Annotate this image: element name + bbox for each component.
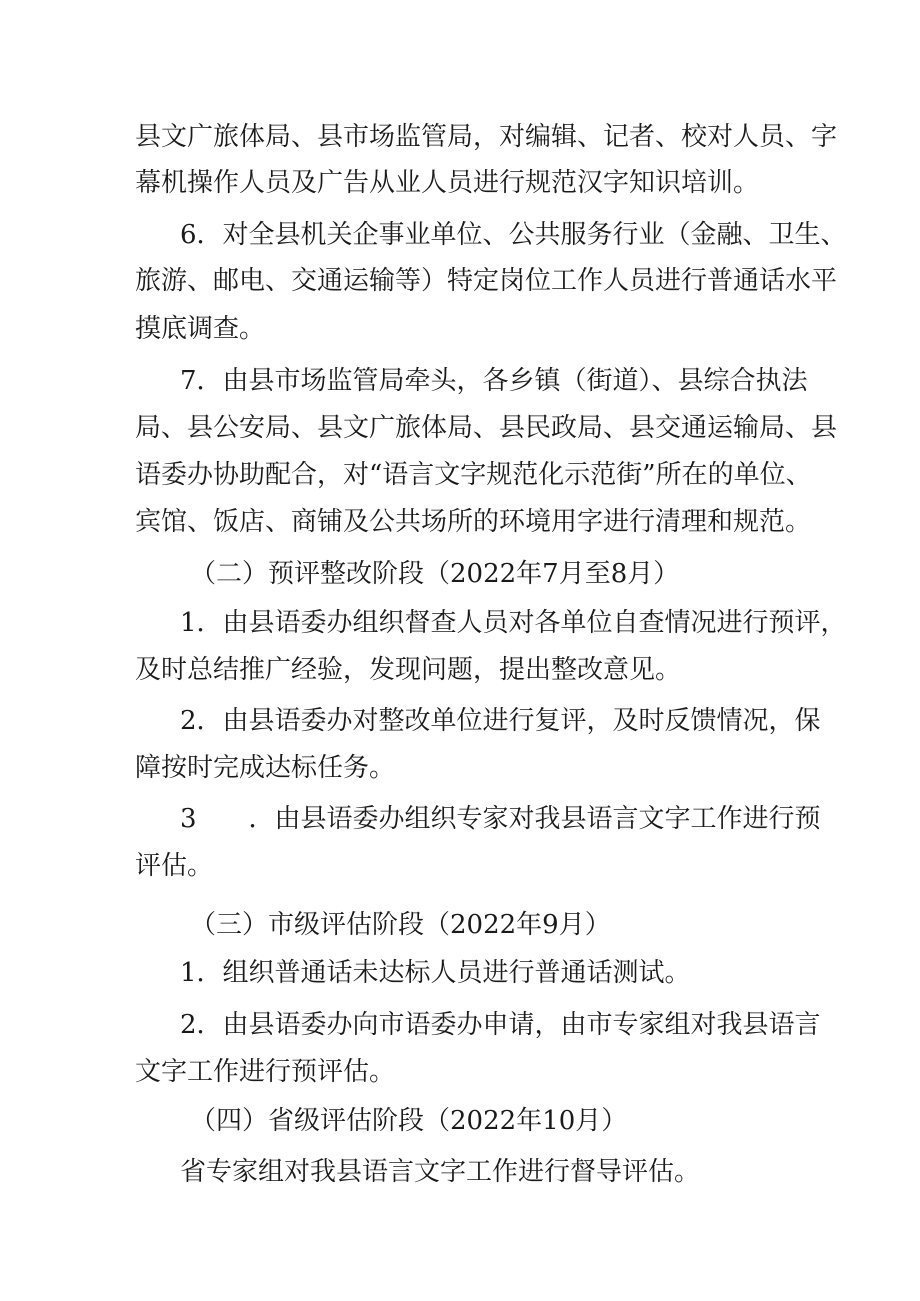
body-text-line: 幕机操作人员及广告从业人员进行规范汉字知识培训。 xyxy=(135,168,760,198)
list-item-7: 7．由县市场监管局牵头，各乡镇（街道）、县综合执法 xyxy=(180,366,808,396)
section-heading-3: （三）市级评估阶段（2022年9月） xyxy=(190,910,611,940)
list-item-1: 1．组织普通话未达标人员进行普通话测试。 xyxy=(180,958,691,988)
list-item-1: 1．由县语委办组织督查人员对各单位自查情况进行预评， xyxy=(180,608,847,638)
list-item-2: 2．由县语委办对整改单位进行复评，及时反馈情况，保 xyxy=(180,706,821,736)
body-text-line: 语委办协助配合，对“语言文字规范化示范街”所在的单位、 xyxy=(135,460,812,490)
body-text-line: 文字工作进行预评估。 xyxy=(135,1057,396,1087)
list-item-3: 3 ．由县语委办组织专家对我县语言文字工作进行预 xyxy=(180,804,821,834)
body-text-line: 宾馆、饭店、商铺及公共场所的环境用字进行清理和规范。 xyxy=(135,507,812,537)
body-text-line: 省专家组对我县语言文字工作进行督导评估。 xyxy=(180,1157,701,1187)
body-text-line: 局、县公安局、县文广旅体局、县民政局、县交通运输局、县 xyxy=(135,413,838,443)
body-text-line: 及时总结推广经验，发现问题，提出整改意见。 xyxy=(135,655,682,685)
section-heading-4: （四）省级评估阶段（2022年10月） xyxy=(190,1106,628,1136)
list-item-2: 2．由县语委办向市语委办申请，由市专家组对我县语言 xyxy=(180,1010,821,1040)
body-text-line: 评估。 xyxy=(135,851,214,881)
list-item-6: 6．对全县机关企事业单位、公共服务行业（金融、卫生、 xyxy=(180,220,847,250)
body-text-line: 障按时完成达标任务。 xyxy=(135,753,396,783)
body-text-line: 县文广旅体局、县市场监管局，对编辑、记者、校对人员、字 xyxy=(135,122,838,152)
body-text-line: 旅游、邮电、交通运输等）特定岗位工作人员进行普通话水平 xyxy=(135,266,838,296)
body-text-line: 摸底调查。 xyxy=(135,314,266,344)
section-heading-2: （二）预评整改阶段（2022年7月至8月） xyxy=(190,559,680,589)
